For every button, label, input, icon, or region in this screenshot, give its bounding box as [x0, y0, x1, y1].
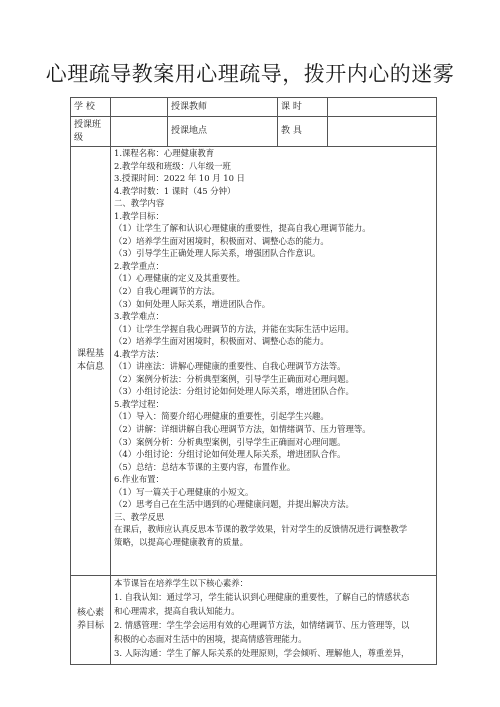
text-line: 4.教学时数：1 课时（45 分钟）: [114, 185, 236, 196]
tools-value: [328, 117, 437, 147]
core-literacy-lines: [114, 576, 433, 660]
school-value: [111, 98, 168, 117]
header-row-2: [71, 117, 437, 147]
school-label: 学 校: [71, 98, 111, 117]
time-label: 课 时: [278, 98, 328, 117]
text-line: 2.教学重点：: [114, 260, 164, 271]
text-line: （2）案例分析法：分析典型案例，引导学生正确面对心理问题。: [114, 373, 354, 384]
text-line: 在课后，教师应认真反思本节课的教学效果，针对学生的反馈情况进行调整教学: [114, 524, 408, 535]
text-line: （1）让学生了解和认识心理健康的重要性，提高自我心理调节能力。: [114, 223, 371, 234]
text-line: 和心理需求，提高自我认知能力。: [114, 606, 240, 616]
text-line: （1）心理健康的定义及其重要性。: [114, 273, 245, 284]
text-line: 二、教学内容: [114, 198, 165, 209]
text-line: （2）思考自己在生活中遇到的心理健康问题，并提出解决方法。: [114, 499, 354, 510]
text-line: （2）培养学生面对困境时，积极面对、调整心态的能力。: [114, 336, 329, 347]
text-line: （1）写一篇关于心理健康的小短文。: [114, 486, 254, 497]
text-line: （2）自我心理调节的方法。: [114, 286, 220, 297]
tools-label: 教 具: [278, 117, 328, 147]
basic-info-row: [71, 147, 437, 576]
core-literacy-content: [111, 576, 437, 665]
text-line: 三、教学反思: [114, 511, 165, 522]
core-literacy-label: 核心素养目标: [71, 576, 111, 665]
time-value: [328, 98, 437, 117]
text-line: 1.课程名称：心理健康教育: [114, 148, 215, 158]
text-line: 3. 人际沟通：学生了解人际关系的处理原则，学会倾听、理解他人，尊重差异，: [114, 648, 410, 658]
header-row-1: [71, 98, 437, 117]
text-line: （3）案例分析：分析典型案例，引导学生正确面对心理问题。: [114, 436, 346, 447]
text-line: 2. 情感管理：学生学会运用有效的心理调节方法，如情绪调节、压力管理等，以: [114, 620, 410, 630]
teacher-label: 授课教师: [168, 98, 278, 117]
text-line: （3）小组讨论法：分组讨论如何处理人际关系，增进团队合作。: [114, 386, 354, 397]
basic-info-content: [111, 147, 437, 576]
text-line: 4.教学方法：: [114, 348, 164, 359]
text-line: （4）小组讨论：分组讨论如何处理人际关系，增进团队合作。: [114, 449, 346, 460]
text-line: 2.教学年级和班级：八年级一班: [114, 160, 231, 171]
class-label: 授课班级: [71, 117, 111, 147]
class-value: [111, 117, 168, 147]
text-line: （1）导入：简要介绍心理健康的重要性，引起学生兴趣。: [114, 411, 329, 422]
text-line: 3.教学难点：: [114, 311, 164, 322]
page-title: 心理疏导教案用心理疏导，拨开内心的迷雾: [45, 62, 455, 86]
text-line: 积极的心态面对生活中的困境，提高情感管理能力。: [114, 634, 307, 644]
text-line: 1.教学目标：: [114, 210, 164, 221]
text-line: （1）讲座法：讲解心理健康的重要性、自我心理调节方法等。: [114, 361, 346, 372]
text-line: 5.教学过程：: [114, 398, 164, 409]
text-line: 1. 自我认知：通过学习，学生能认识到心理健康的重要性，了解自己的情感状态: [114, 592, 410, 602]
lesson-plan-table: [70, 97, 437, 665]
text-line: （2）培养学生面对困境时，积极面对、调整心态的能力。: [114, 235, 329, 246]
text-line: 策略，以提高心理健康教育的质量。: [114, 536, 248, 547]
text-line: （3）如何处理人际关系，增进团队合作。: [114, 298, 271, 309]
text-line: 3.授课时间：2022 年 10 月 10 日: [114, 173, 245, 184]
text-line: （2）讲解：详细讲解自我心理调节方法，如情绪调节、压力管理等。: [114, 424, 371, 435]
core-literacy-row: [71, 576, 437, 665]
text-line: 本节课旨在培养学生以下核心素养：: [114, 578, 248, 588]
text-line: 6.作业布置：: [114, 474, 164, 485]
place-label: 授课地点: [168, 117, 278, 147]
text-line: （1）让学生学握自我心理调节的方法，并能在实际生活中运用。: [114, 323, 354, 334]
text-line: （5）总结：总结本节课的主要内容，布置作业。: [114, 461, 296, 472]
basic-info-lines: [114, 147, 433, 549]
basic-info-label: 课程基本信息: [71, 147, 111, 576]
text-line: （3）引导学生正确处理人际关系，增强团队合作意识。: [114, 248, 321, 259]
